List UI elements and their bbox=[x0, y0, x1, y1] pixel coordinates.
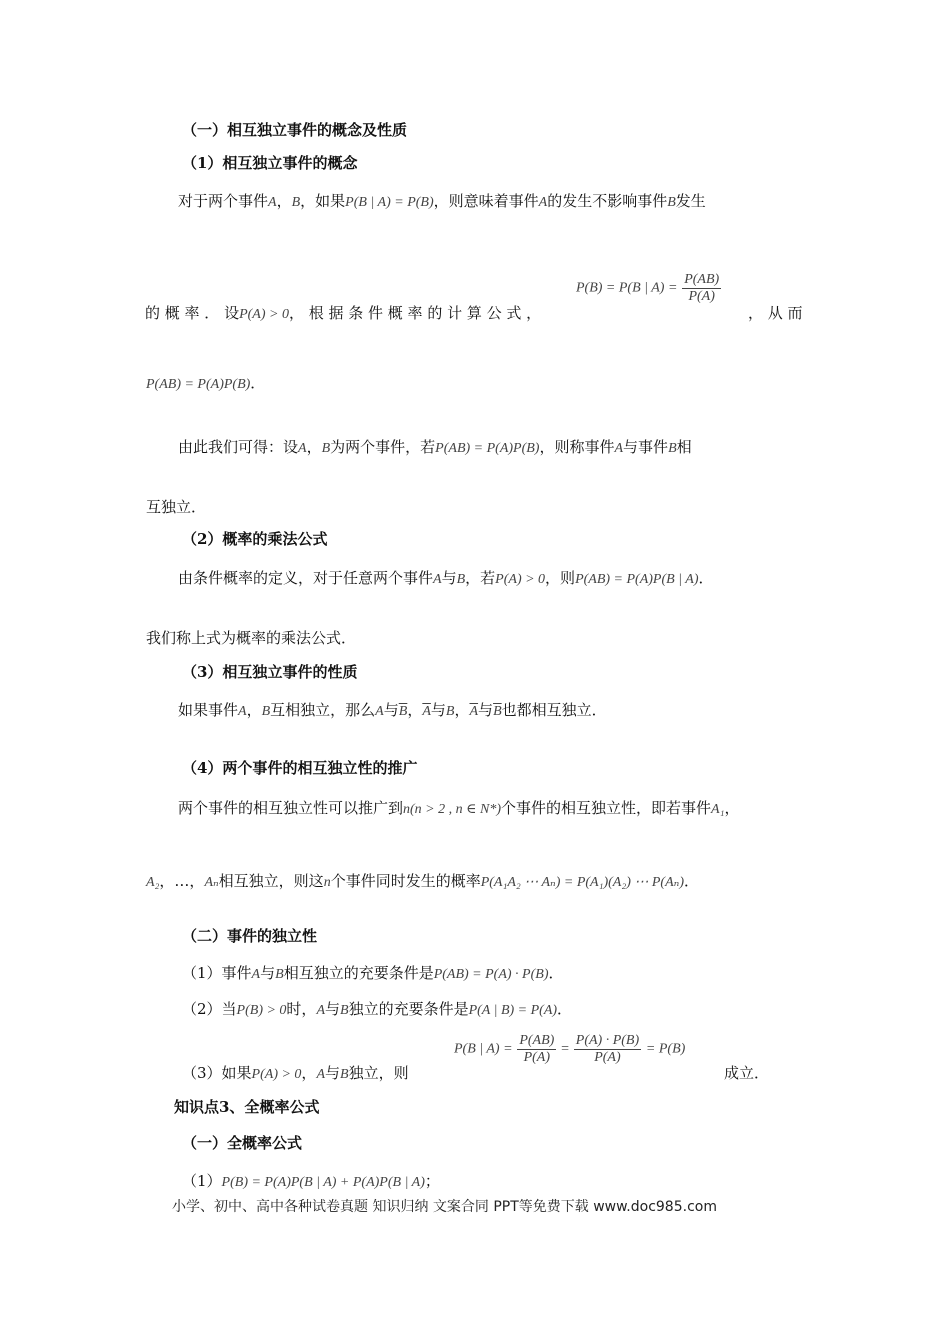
subsection-heading-4: （4）两个事件的相互独立性的推广 bbox=[182, 759, 418, 777]
item-total-probability: （1）P(B) = P(A)P(B | A) + P(A)P(B | A)； bbox=[182, 1172, 440, 1190]
formula-block-2: P(B | A) = $\frac{P(AB)}{P(A)}$ = $\frac{P(A) \cdot P(B)}{P(A)}$ = P(B) bbox=[454, 1033, 686, 1065]
formula-conditional: P(B | A) = P(B) bbox=[345, 195, 434, 210]
section-title-3: 知识点3、全概率公式 bbox=[174, 1098, 320, 1116]
paragraph-3: 由此我们可得：设A，B为两个事件，若P(AB) = P(A)P(B)，则称事件A与事件B相 bbox=[178, 438, 692, 456]
paragraph-5: 如果事件A，B互相独立，那么A与$\overline{B}$，$\overline{A}$与B，$\overline{A}$与$\overline{B}$也都相互独立． bbox=[178, 701, 607, 719]
formula-block-1: P(B) = P(B | A) = $\frac{P(AB)}{P(A)}$ bbox=[576, 272, 720, 304]
section-title-2: （二）事件的独立性 bbox=[182, 927, 318, 945]
subsection-heading-2: （2）概率的乘法公式 bbox=[182, 530, 328, 548]
paragraph-1: 对于两个事件A，B，如果P(B | A) = P(B)，则意味着事件A的发生不影响事件B发生 bbox=[178, 192, 706, 210]
item-3-text: （3）如果P(A) > 0，A与B独立，则 bbox=[182, 1064, 409, 1082]
item-2: （2）当P(B) > 0时，A与B独立的充要条件是P(A | B) = P(A)． bbox=[182, 1000, 573, 1018]
paragraph-2-text: 的 概 率 ． 设P(A) > 0， 根 据 条 件 概 率 的 计 算 公 式 ， bbox=[145, 304, 542, 322]
item-3-end: 成立． bbox=[724, 1064, 770, 1082]
subsection-heading-1: （1）相互独立事件的概念 bbox=[182, 154, 358, 172]
subsection-heading-3: （3）相互独立事件的性质 bbox=[182, 663, 358, 681]
formula-product: P(AB) = P(A)P(B)． bbox=[146, 374, 266, 392]
footer-text: 小学、初中、高中各种试卷真题 知识归纳 文案合同 PPT等免费下载 www.doc985.com bbox=[172, 1199, 717, 1215]
section-title-4: （一）全概率公式 bbox=[182, 1134, 303, 1152]
paragraph-2-end: ， 从 而 bbox=[748, 304, 803, 322]
item-1: （1）事件A与B相互独立的充要条件是P(AB) = P(A) · P(B)． bbox=[182, 964, 564, 982]
paragraph-6: 两个事件的相互独立性可以推广到n(n > 2 , n ∈ N*)个事件的相互独立性，即若事件A₁， bbox=[178, 799, 740, 817]
paragraph-4-cont: 我们称上式为概率的乘法公式． bbox=[146, 629, 357, 647]
section-title-1: （一）相互独立事件的概念及性质 bbox=[182, 121, 408, 139]
paragraph-3-cont: 互独立． bbox=[146, 498, 207, 516]
paragraph-6-cont: A₂，…，Aₙ相互独立，则这n个事件同时发生的概率P(A₁A₂ ⋯ Aₙ) = P(A₁)(A₂) ⋯ P(Aₙ)． bbox=[146, 872, 699, 890]
paragraph-4: 由条件概率的定义，对于任意两个事件A与B，若P(A) > 0，则P(AB) = P(A)P(B | A)． bbox=[178, 569, 714, 587]
